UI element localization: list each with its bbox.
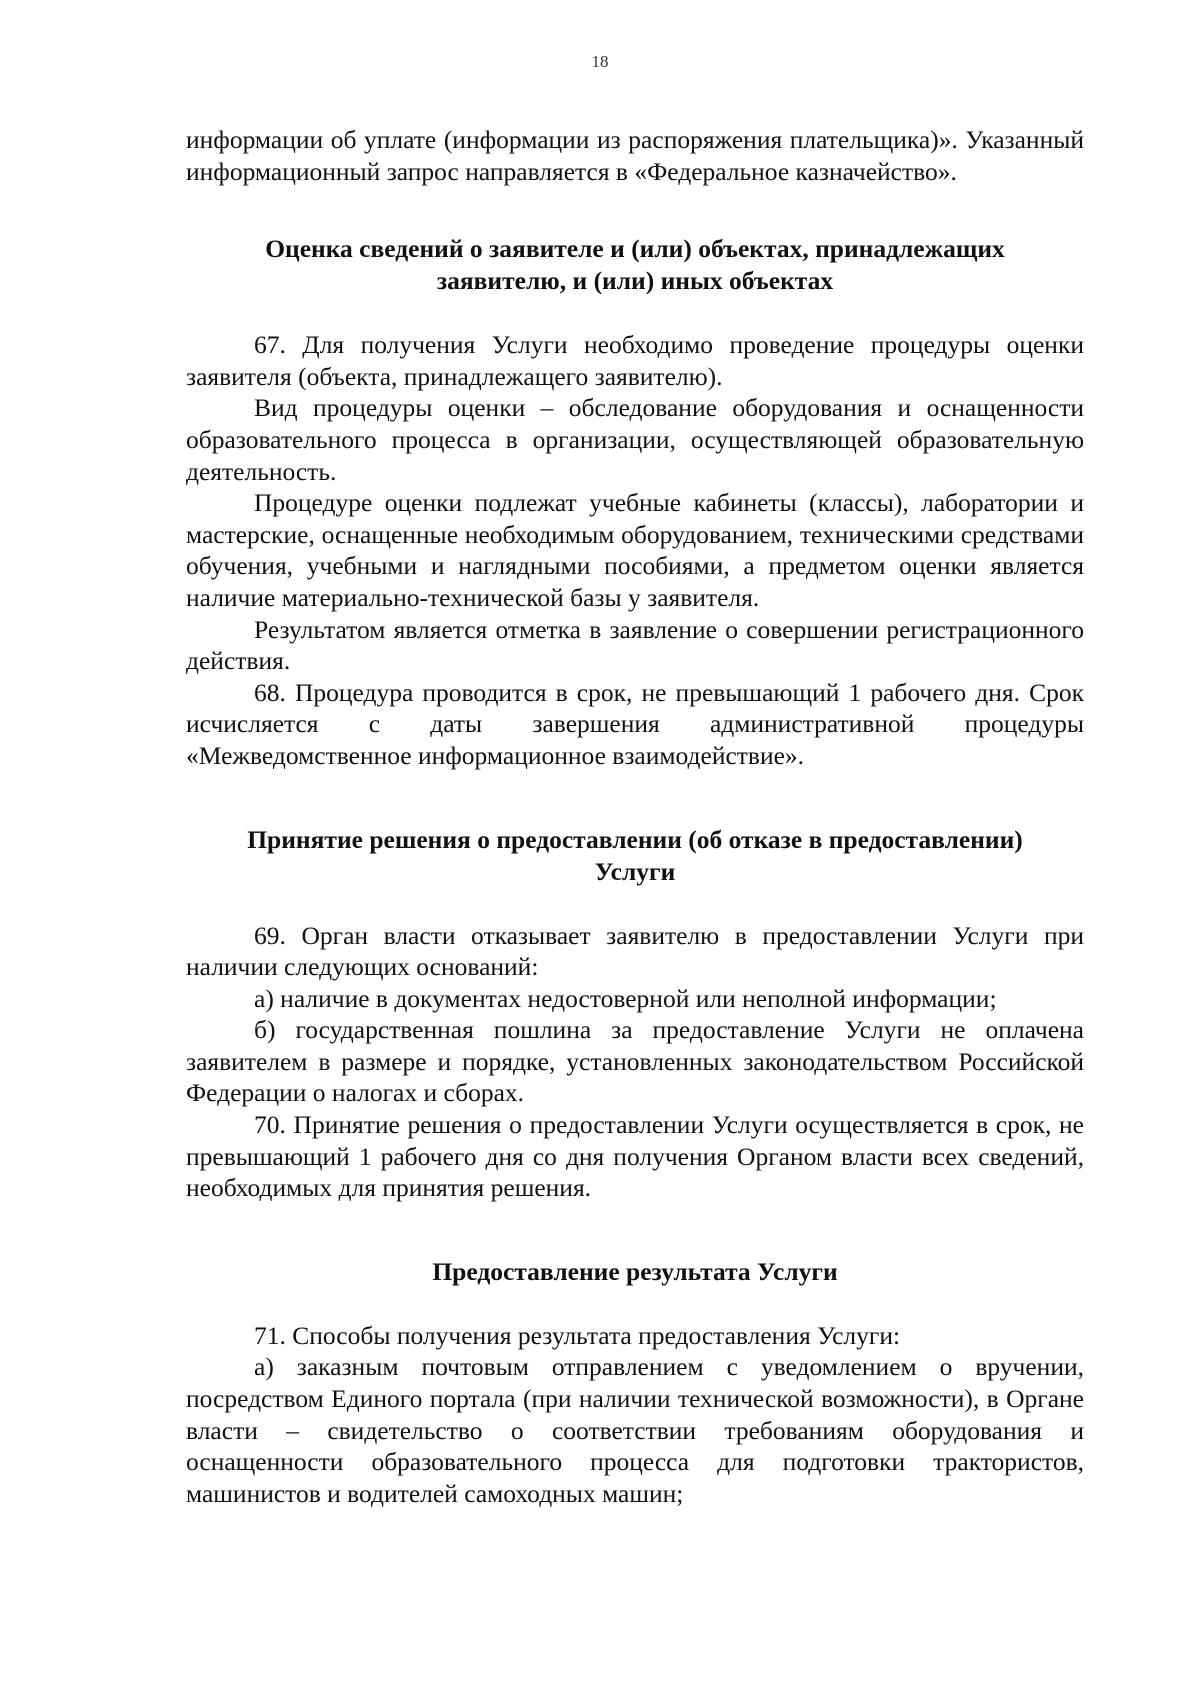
paragraph-71-a: а) заказным почтовым отправлением с уведомлением о вручении, посредством Единого портала (при наличии технической возможности), в Органе власти – свидетельство о соответствии требованиям оборудования и оснащенности образовательного процесса для подготовки трактористов, машинистов и водителей самоходных машин; [186,1352,1084,1508]
heading-line: заявителю, и (или) иных объектах [436,266,834,296]
paragraph-assessment-subject: Процедуре оценки подлежат учебные кабинеты (классы), лаборатории и мастерские, оснащенные необходимым оборудованием, техническими средствами обучения, учебными и наглядными пособиями, а предметом оценки является наличие материально-технической базы у заявителя. [186,488,1084,612]
paragraph-result: Результатом является отметка в заявление о совершении регистрационного действия. [186,614,1084,676]
section-heading-result: Предоставление результата Услуги [432,1256,838,1286]
heading-line: Услуги [594,856,676,886]
paragraph-69-a: а) наличие в документах недостоверной или неполной информации; [254,983,997,1013]
section-heading-assessment [186,233,1084,297]
page-number: 18 [591,52,609,71]
paragraph-procedure-type: Вид процедуры оценки – обследование оборудования и оснащенности образовательного процесса в организации, осуществляющей образовательную деятельность. [186,393,1084,486]
paragraph-71: 71. Способы получения результата предоставления Услуги: [254,1320,901,1350]
paragraph-67: 67. Для получения Услуги необходимо проведение процедуры оценки заявителя (объекта, принадлежащего заявителю). [186,330,1084,391]
document-body [186,124,1084,1509]
paragraph-68: 68. Процедура проводится в срок, не превышающий 1 рабочего дня. Срок исчисляется с даты завершения административной процедуры «Межведомственное информационное взаимодействие». [186,677,1084,770]
paragraph-70: 70. Принятие решения о предоставлении Услуги осуществляется в срок, не превышающий 1 рабочего дня со дня получения Органом власти всех сведений, необходимых для принятия решения. [186,1110,1084,1203]
heading-line: Принятие решения о предоставлении (об отказе в предоставлении) [247,824,1023,854]
paragraph-69-b: б) государственная пошлина за предоставление Услуги не оплачена заявителем в размере и порядке, установленных законодательством Российской Федерации о налогах и сборах. [186,1015,1084,1108]
section-heading-decision [186,824,1084,888]
intro-paragraph: информации об уплате (информации из распоряжения плательщика)». Указанный информационный запрос направляется в «Федеральное казначейство». [186,125,1084,186]
paragraph-69: 69. Орган власти отказывает заявителю в предоставлении Услуги при наличии следующих оснований: [186,920,1084,982]
heading-line: Оценка сведений о заявителе и (или) объектах, принадлежащих [265,234,1005,264]
